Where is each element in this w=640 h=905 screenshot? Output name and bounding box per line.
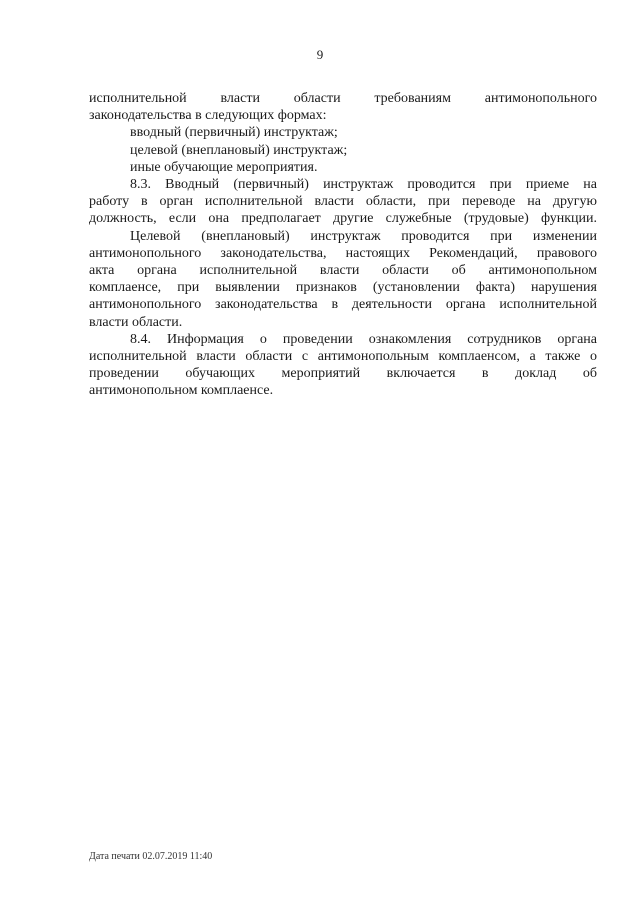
text-line: антимонопольном комплаенсе. [89, 383, 274, 399]
text-line: должность, если она предполагает другие служебные (трудовые) функции. [89, 211, 597, 227]
text-line: 8.4. Информация о проведении ознакомления сотрудников органа [130, 331, 597, 347]
text-line: исполнительной власти области требованиям антимонопольного [89, 91, 597, 106]
text-line: работу в орган исполнительной власти области, при переводе на другую [89, 194, 597, 210]
text-line: власти области. [89, 314, 183, 330]
list-item: целевой (внеплановый) инструктаж; [130, 142, 348, 158]
text-line: антимонопольного законодательства в деятельности органа исполнительной [89, 297, 597, 313]
text-line: проведении обучающих мероприятий включается в доклад об [89, 366, 597, 382]
list-item: вводный (первичный) инструктаж; [130, 125, 338, 141]
list-item: иные обучающие мероприятия. [130, 159, 318, 175]
document-body [89, 90, 597, 400]
print-date-footer: Дата печати 02.07.2019 11:40 [89, 851, 213, 862]
text-line: акта органа исполнительной власти области об антимонопольном [89, 263, 597, 279]
text-line: Целевой (внеплановый) инструктаж проводится при изменении [130, 228, 597, 244]
text-line: законодательства в следующих формах: [89, 108, 327, 124]
text-line: исполнительной власти области с антимонопольным комплаенсом, а также о [89, 349, 597, 365]
text-line: 8.3. Вводный (первичный) инструктаж проводится при приеме на [130, 177, 597, 193]
text-line: антимонопольного законодательства, настоящих Рекомендаций, правового [89, 245, 597, 261]
page-number: 9 [316, 47, 324, 62]
text-line: комплаенсе, при выявлении признаков (установлении факта) нарушения [89, 280, 597, 296]
